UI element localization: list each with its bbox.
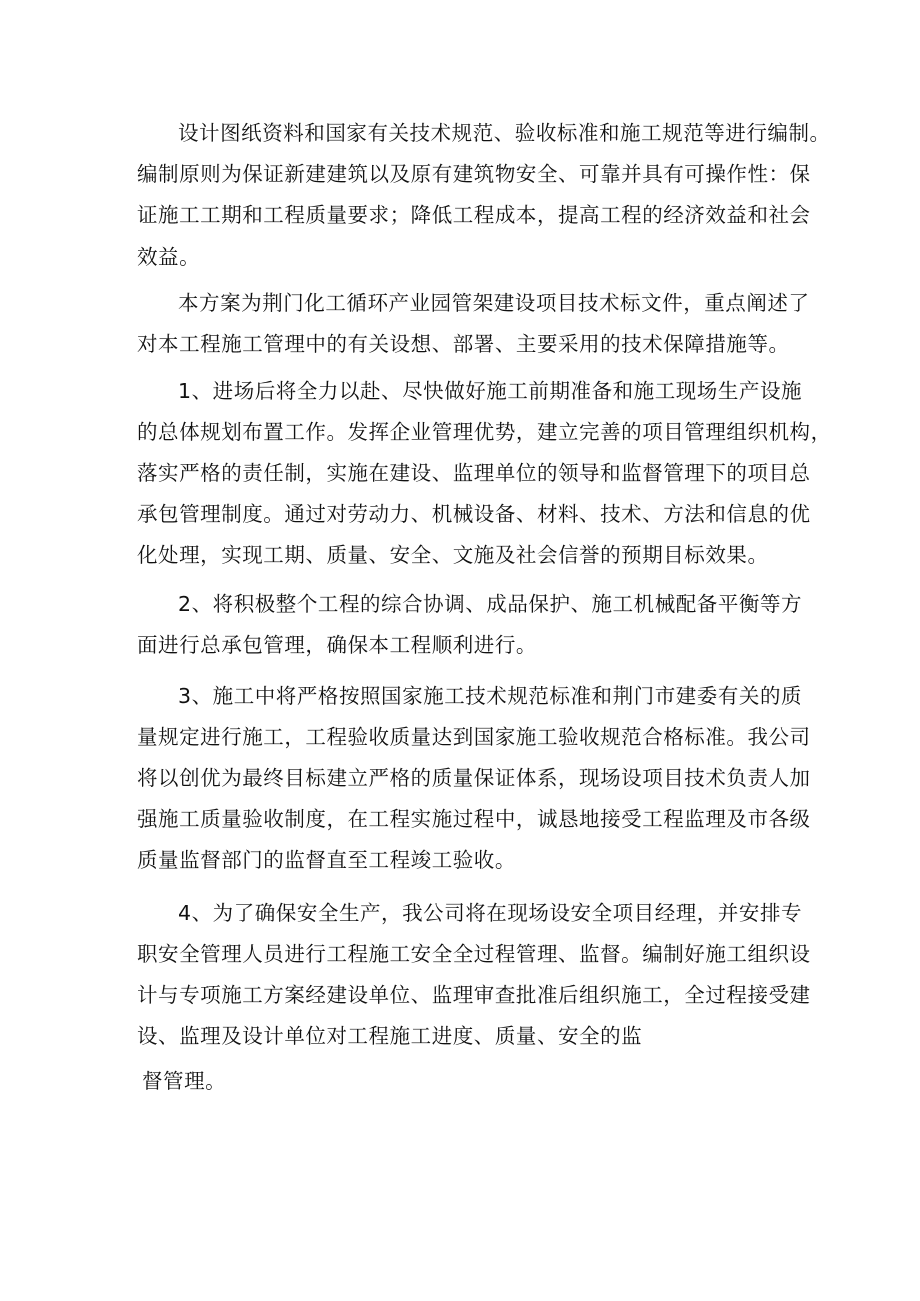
paragraph-2-line-2: 对本工程施工管理中的有关设想、部署、主要采用的技术保障措施等。 — [137, 332, 790, 356]
paragraph-3-line-1: 1、进场后将全力以赴、尽快做好施工前期准备和施工现场生产设施 — [178, 379, 803, 403]
paragraph-5-line-2: 量规定进行施工，工程验收质量达到国家施工验收规范合格标准。我公司 — [137, 725, 811, 749]
paragraph-3-line-5: 化处理，实现工期、质量、安全、文施及社会信誉的预期目标效果。 — [137, 543, 769, 567]
paragraph-5-line-5: 质量监督部门的监督直至工程竣工验收。 — [137, 848, 516, 872]
paragraph-4-line-2: 面进行总承包管理，确保本工程顺利进行。 — [137, 633, 537, 657]
paragraph-6-line-1: 4、为了确保安全生产，我公司将在现场设安全项目经理，并安排专 — [178, 901, 803, 925]
paragraph-2-line-1: 本方案为荆门化工循环产业园管架建设项目技术标文件，重点阐述了 — [178, 291, 810, 315]
paragraph-6-line-5: 督管理。 — [142, 1069, 227, 1093]
paragraph-5-line-3: 将以创优为最终目标建立严格的质量保证体系，现场设项目技术负责人加 — [137, 766, 811, 790]
paragraph-6-line-2: 职安全管理人员进行工程施工安全全过程管理、监督。编制好施工组织设 — [137, 942, 811, 966]
paragraph-1-line-4: 效益。 — [137, 245, 201, 269]
paragraph-1-line-1: 设计图纸资料和国家有关技术规范、验收标准和施工规范等进行编制。 — [178, 121, 831, 145]
paragraph-1-line-2: 编制原则为保证新建建筑以及原有建筑物安全、可靠并具有可操作性：保 — [137, 162, 811, 186]
paragraph-5-line-1: 3、施工中将严格按照国家施工技术规范标准和荆门市建委有关的质 — [178, 684, 803, 708]
paragraph-5-line-4: 强施工质量验收制度，在工程实施过程中，诚恳地接受工程监理及市各级 — [137, 807, 811, 831]
paragraph-1-line-3: 证施工工期和工程质量要求；降低工程成本，提高工程的经济效益和社会 — [137, 203, 811, 227]
paragraph-6-line-4: 设、监理及设计单位对工程施工进度、质量、安全的监 — [137, 1024, 643, 1048]
paragraph-3-line-3: 落实严格的责任制，实施在建设、监理单位的领导和监督管理下的项目总 — [137, 461, 811, 485]
paragraph-6-line-3: 计与专项施工方案经建设单位、监理审查批准后组织施工，全过程接受建 — [137, 983, 811, 1007]
paragraph-3-line-2: 的总体规划布置工作。发挥企业管理优势，建立完善的项目管理组织机构， — [137, 420, 832, 444]
paragraph-4-line-1: 2、将积极整个工程的综合协调、成品保护、施工机械配备平衡等方 — [178, 592, 803, 616]
paragraph-3-line-4: 承包管理制度。通过对劳动力、机械设备、材料、技术、方法和信息的优 — [137, 502, 811, 526]
